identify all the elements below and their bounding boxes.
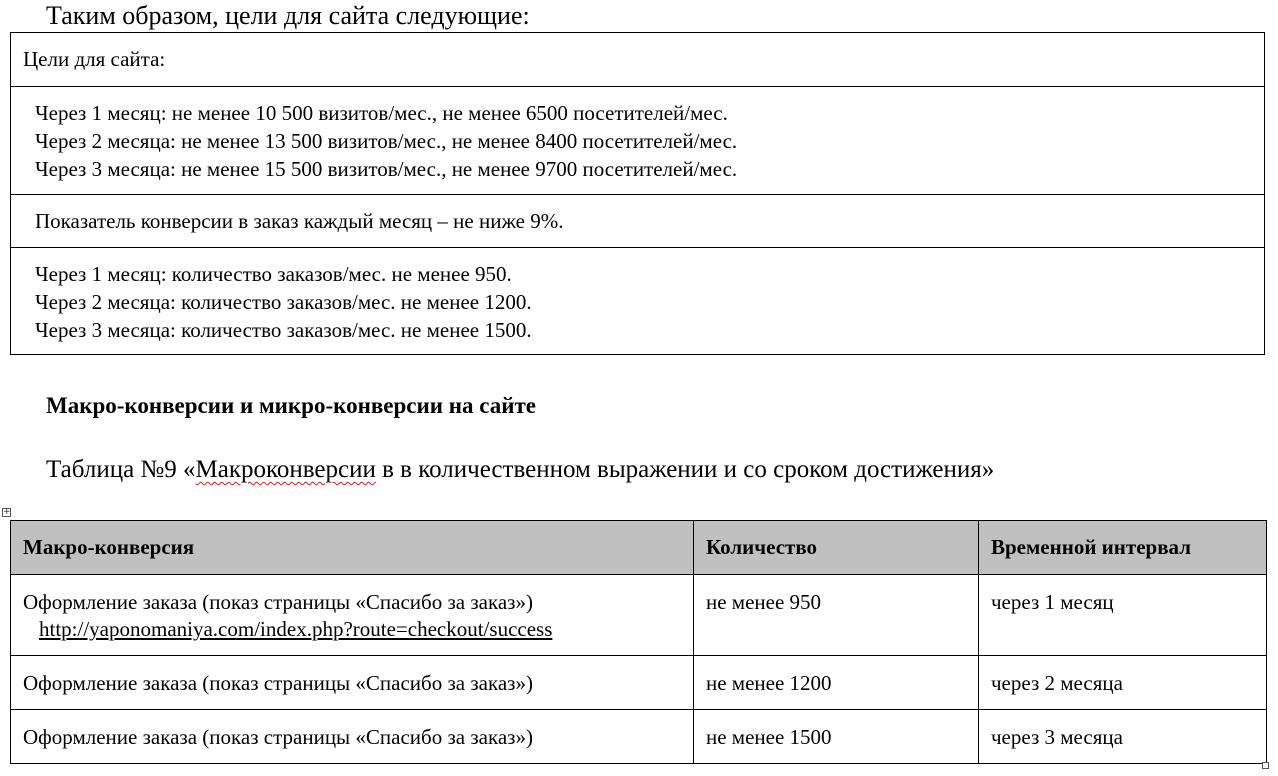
table-caption [46,452,994,488]
header-macro-conversion: Макро-конверсия [11,521,694,575]
order-goal-1: Через 1 месяц: количество заказов/мес. не менее 950. [35,262,512,286]
traffic-goal-1: Через 1 месяц: не менее 10 500 визитов/мес., не менее 6500 посетителей/мес. [35,101,728,125]
header-interval: Временной интервал [979,521,1267,575]
order-goal-2: Через 2 месяца: количество заказов/мес. не менее 1200. [35,290,532,314]
header-quantity: Количество [694,521,979,575]
table-row [11,710,1267,764]
traffic-goal-3: Через 3 месяца: не менее 15 500 визитов/мес., не менее 9700 посетителей/мес. [35,157,738,181]
quantity-cell: не менее 1200 [694,656,979,710]
goals-header-row [11,33,1264,86]
quantity-cell: не менее 1500 [694,710,979,764]
quantity-cell: не менее 950 [694,575,979,656]
table-header-row [11,521,1267,575]
conversion-cell [11,575,694,656]
conversion-text: Оформление заказа (показ страницы «Спасибо за заказ») [23,590,533,614]
interval-cell: через 1 месяц [979,575,1267,656]
conversion-goal-row [11,194,1264,247]
interval-cell: через 3 месяца [979,710,1267,764]
traffic-goals-row [11,86,1264,194]
caption-misspelled-word[interactable]: Макроконверсии [195,456,376,483]
site-goals-table [10,32,1265,355]
section-heading: Макро-конверсии и микро-конверсии на сайте [46,393,536,418]
macro-conversions-table [10,520,1267,764]
goals-header: Цели для сайта: [23,47,166,71]
order-goals-row [11,247,1264,354]
table-resize-icon[interactable] [1262,762,1269,769]
order-goal-3: Через 3 месяца: количество заказов/мес. не менее 1500. [35,318,532,342]
conversion-goal: Показатель конверсии в заказ каждый месяц – не ниже 9%. [35,209,564,233]
table-row [11,656,1267,710]
table-move-icon[interactable]: + [3,507,11,517]
table-row [11,575,1267,656]
interval-cell: через 2 месяца [979,656,1267,710]
intro-text: Таким образом, цели для сайта следующие: [46,1,530,30]
conversion-cell: Оформление заказа (показ страницы «Спасибо за заказ») [11,656,694,710]
caption-prefix: Таблица №9 « [46,456,196,483]
checkout-success-link[interactable]: http://yaponomaniya.com/index.php?route=checkout/success [39,617,553,641]
conversion-cell: Оформление заказа (показ страницы «Спасибо за заказ») [11,710,694,764]
traffic-goal-2: Через 2 месяца: не менее 13 500 визитов/мес., не менее 8400 посетителей/мес. [35,129,738,153]
caption-suffix: в в количественном выражении и со сроком достижения» [375,456,995,483]
